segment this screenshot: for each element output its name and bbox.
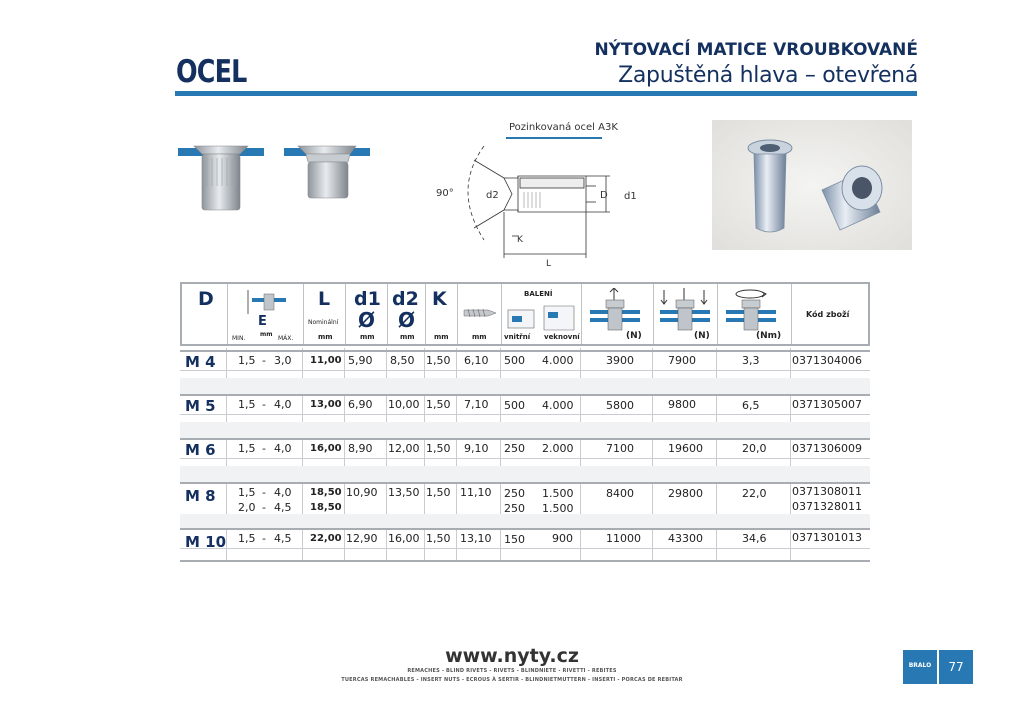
product-title: NÝTOVACÍ MATICE VROUBKOVANÉ xyxy=(594,40,918,60)
K-label: K xyxy=(517,235,523,245)
grip-range-icon xyxy=(242,288,290,316)
product-photo xyxy=(712,120,912,250)
coating-label: Pozinkovaná ocel A3K xyxy=(509,122,618,133)
dimension-drawing xyxy=(468,146,610,258)
col-D: D xyxy=(182,284,228,344)
footer-languages-1: REMACHES - BLIND RIVETS - RIVETS - BLINDNIETE - RIVETTI - REBITES xyxy=(407,668,617,674)
footer-languages-2: TUERCAS REMACHABLES - INSERT NUTS - ECROUS À SERTIR - BLINDNIETMUTTERN - INSERTI - PORCAS DE REBITAR xyxy=(341,677,683,683)
col-K: K mm xyxy=(426,284,458,344)
table-row: M 5 1,5 - 4,0 13,00 6,90 10,00 1,50 7,10 500 4.000 5800 9800 6,5 0371305007 xyxy=(180,394,870,438)
technical-drawing xyxy=(174,140,614,270)
table-row: M 10 1,5 - 4,5 22,00 12,90 16,00 1,50 13,10 150 900 11000 43300 34,6 0371301013 xyxy=(180,528,870,560)
website-link[interactable]: www.nyty.cz xyxy=(445,645,579,667)
table-row: M 6 1,5 - 4,0 16,00 8,90 12,00 1,50 9,10 250 2.000 7100 19600 20,0 0371306009 xyxy=(180,438,870,482)
col-d2: d2 Ø mm xyxy=(388,284,426,344)
col-torque: (Nm) xyxy=(718,284,792,344)
tensile-test-icon xyxy=(588,288,648,332)
nut-installed-2-icon xyxy=(284,146,370,198)
product-table xyxy=(180,282,870,563)
product-subtitle: Zapuštěná hlava – otevřená xyxy=(618,63,918,88)
material-heading: OCEL xyxy=(176,54,247,90)
col-d1: d1 Ø mm xyxy=(346,284,388,344)
d1-label-layer xyxy=(612,186,642,206)
table-bottom-rule xyxy=(180,560,870,562)
col-screw: mm xyxy=(458,284,502,344)
L-label: L xyxy=(546,259,552,269)
col-code: Kód zboží xyxy=(806,310,850,319)
table-header xyxy=(180,282,870,346)
D-label: D xyxy=(600,190,608,201)
screw-icon xyxy=(462,306,498,320)
header-rule xyxy=(175,91,917,96)
nut-installed-1-icon xyxy=(178,146,264,210)
package-icons xyxy=(504,302,580,332)
col-L: L Nominální mm xyxy=(304,284,346,344)
table-row: M 8 1,5 - 4,0 18,50 10,90 13,50 1,50 11,10 250 1.500 8400 29800 22,0 0371308011 2,0 - 4,5 18,50 250 1.500 0371328011 xyxy=(180,482,870,528)
col-baleni: BALENÍ vnitřní veknovní xyxy=(502,284,582,344)
d1-label: d1 xyxy=(624,191,637,202)
torque-test-icon xyxy=(724,288,784,332)
coating-rule xyxy=(506,137,602,139)
col-force-push: (N) xyxy=(654,284,718,344)
page-number: 77 xyxy=(939,650,973,684)
pushout-test-icon xyxy=(658,288,716,332)
col-E: E MIN. mm MÁX. xyxy=(228,284,304,344)
brand-logo: BRALO xyxy=(903,650,937,684)
angle-label: 90° xyxy=(436,188,454,199)
d2-label: d2 xyxy=(486,190,499,201)
table-row: M 4 1,5 - 3,0 11,00 5,90 8,50 1,50 6,10 500 4.000 3900 7900 3,3 0371304006 xyxy=(180,350,870,394)
col-force-tension: (N) xyxy=(582,284,654,344)
